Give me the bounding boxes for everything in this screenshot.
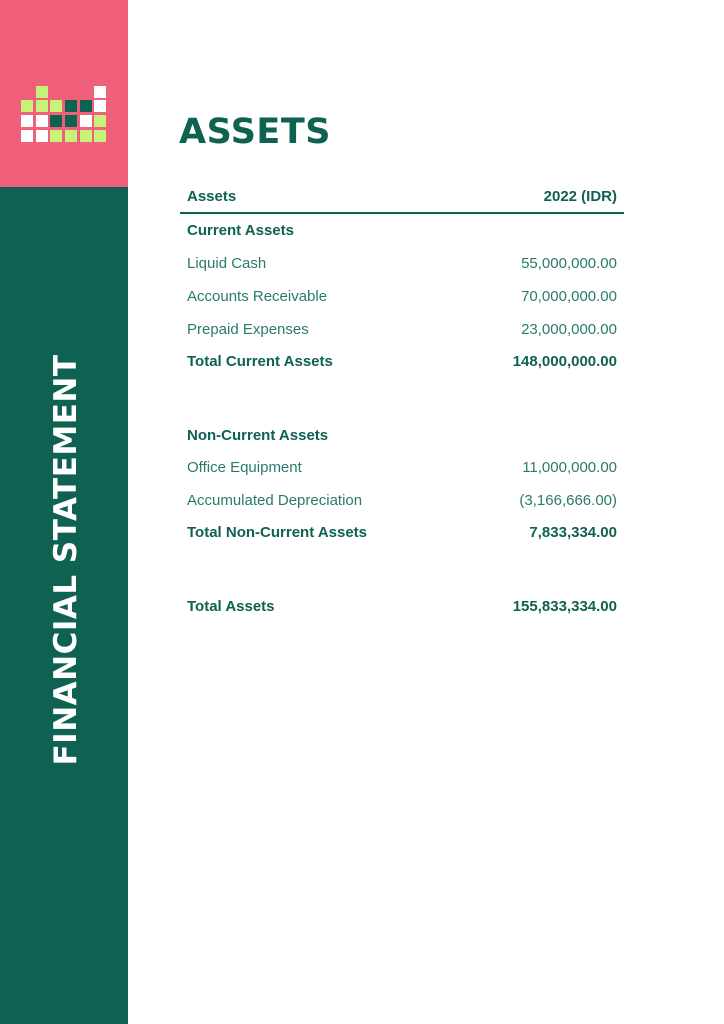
section-label: Current Assets	[187, 222, 294, 239]
row-value: 11,000,000.00	[522, 459, 617, 476]
row-label: Liquid Cash	[187, 255, 267, 272]
total-row-current	[187, 353, 617, 375]
grand-total-value: 155,833,334.00	[512, 598, 617, 615]
row-value: 55,000,000.00	[521, 255, 617, 272]
grand-total-label: Total Assets	[187, 598, 275, 615]
page-title: ASSETS	[179, 112, 331, 152]
total-label: Total Non-Current Assets	[187, 524, 368, 541]
table-row	[187, 321, 617, 343]
table-row	[187, 459, 617, 481]
section-label: Non-Current Assets	[187, 427, 329, 444]
total-value: 148,000,000.00	[512, 353, 617, 370]
table-row	[187, 288, 617, 310]
table-header	[180, 180, 624, 214]
sidebar-title: FINANCIAL STATEMENT	[48, 354, 84, 766]
section-title-current	[187, 222, 617, 244]
header-label: Assets	[187, 188, 237, 205]
total-label: Total Current Assets	[187, 353, 333, 370]
pixel-bar-chart-icon	[0, 0, 128, 187]
row-value: 70,000,000.00	[521, 288, 617, 305]
row-value: (3,166,666.00)	[519, 492, 617, 509]
table-row	[187, 492, 617, 514]
total-value: 7,833,334.00	[529, 524, 617, 541]
row-label: Prepaid Expenses	[187, 321, 309, 338]
table-row	[187, 255, 617, 277]
grand-total-row	[187, 598, 617, 620]
row-label: Office Equipment	[187, 459, 302, 476]
header-year: 2022 (IDR)	[543, 188, 617, 205]
section-title-non-current	[187, 427, 617, 449]
row-label: Accumulated Depreciation	[187, 492, 363, 509]
row-value: 23,000,000.00	[521, 321, 617, 338]
row-label: Accounts Receivable	[187, 288, 328, 305]
total-row-non-current	[187, 524, 617, 546]
